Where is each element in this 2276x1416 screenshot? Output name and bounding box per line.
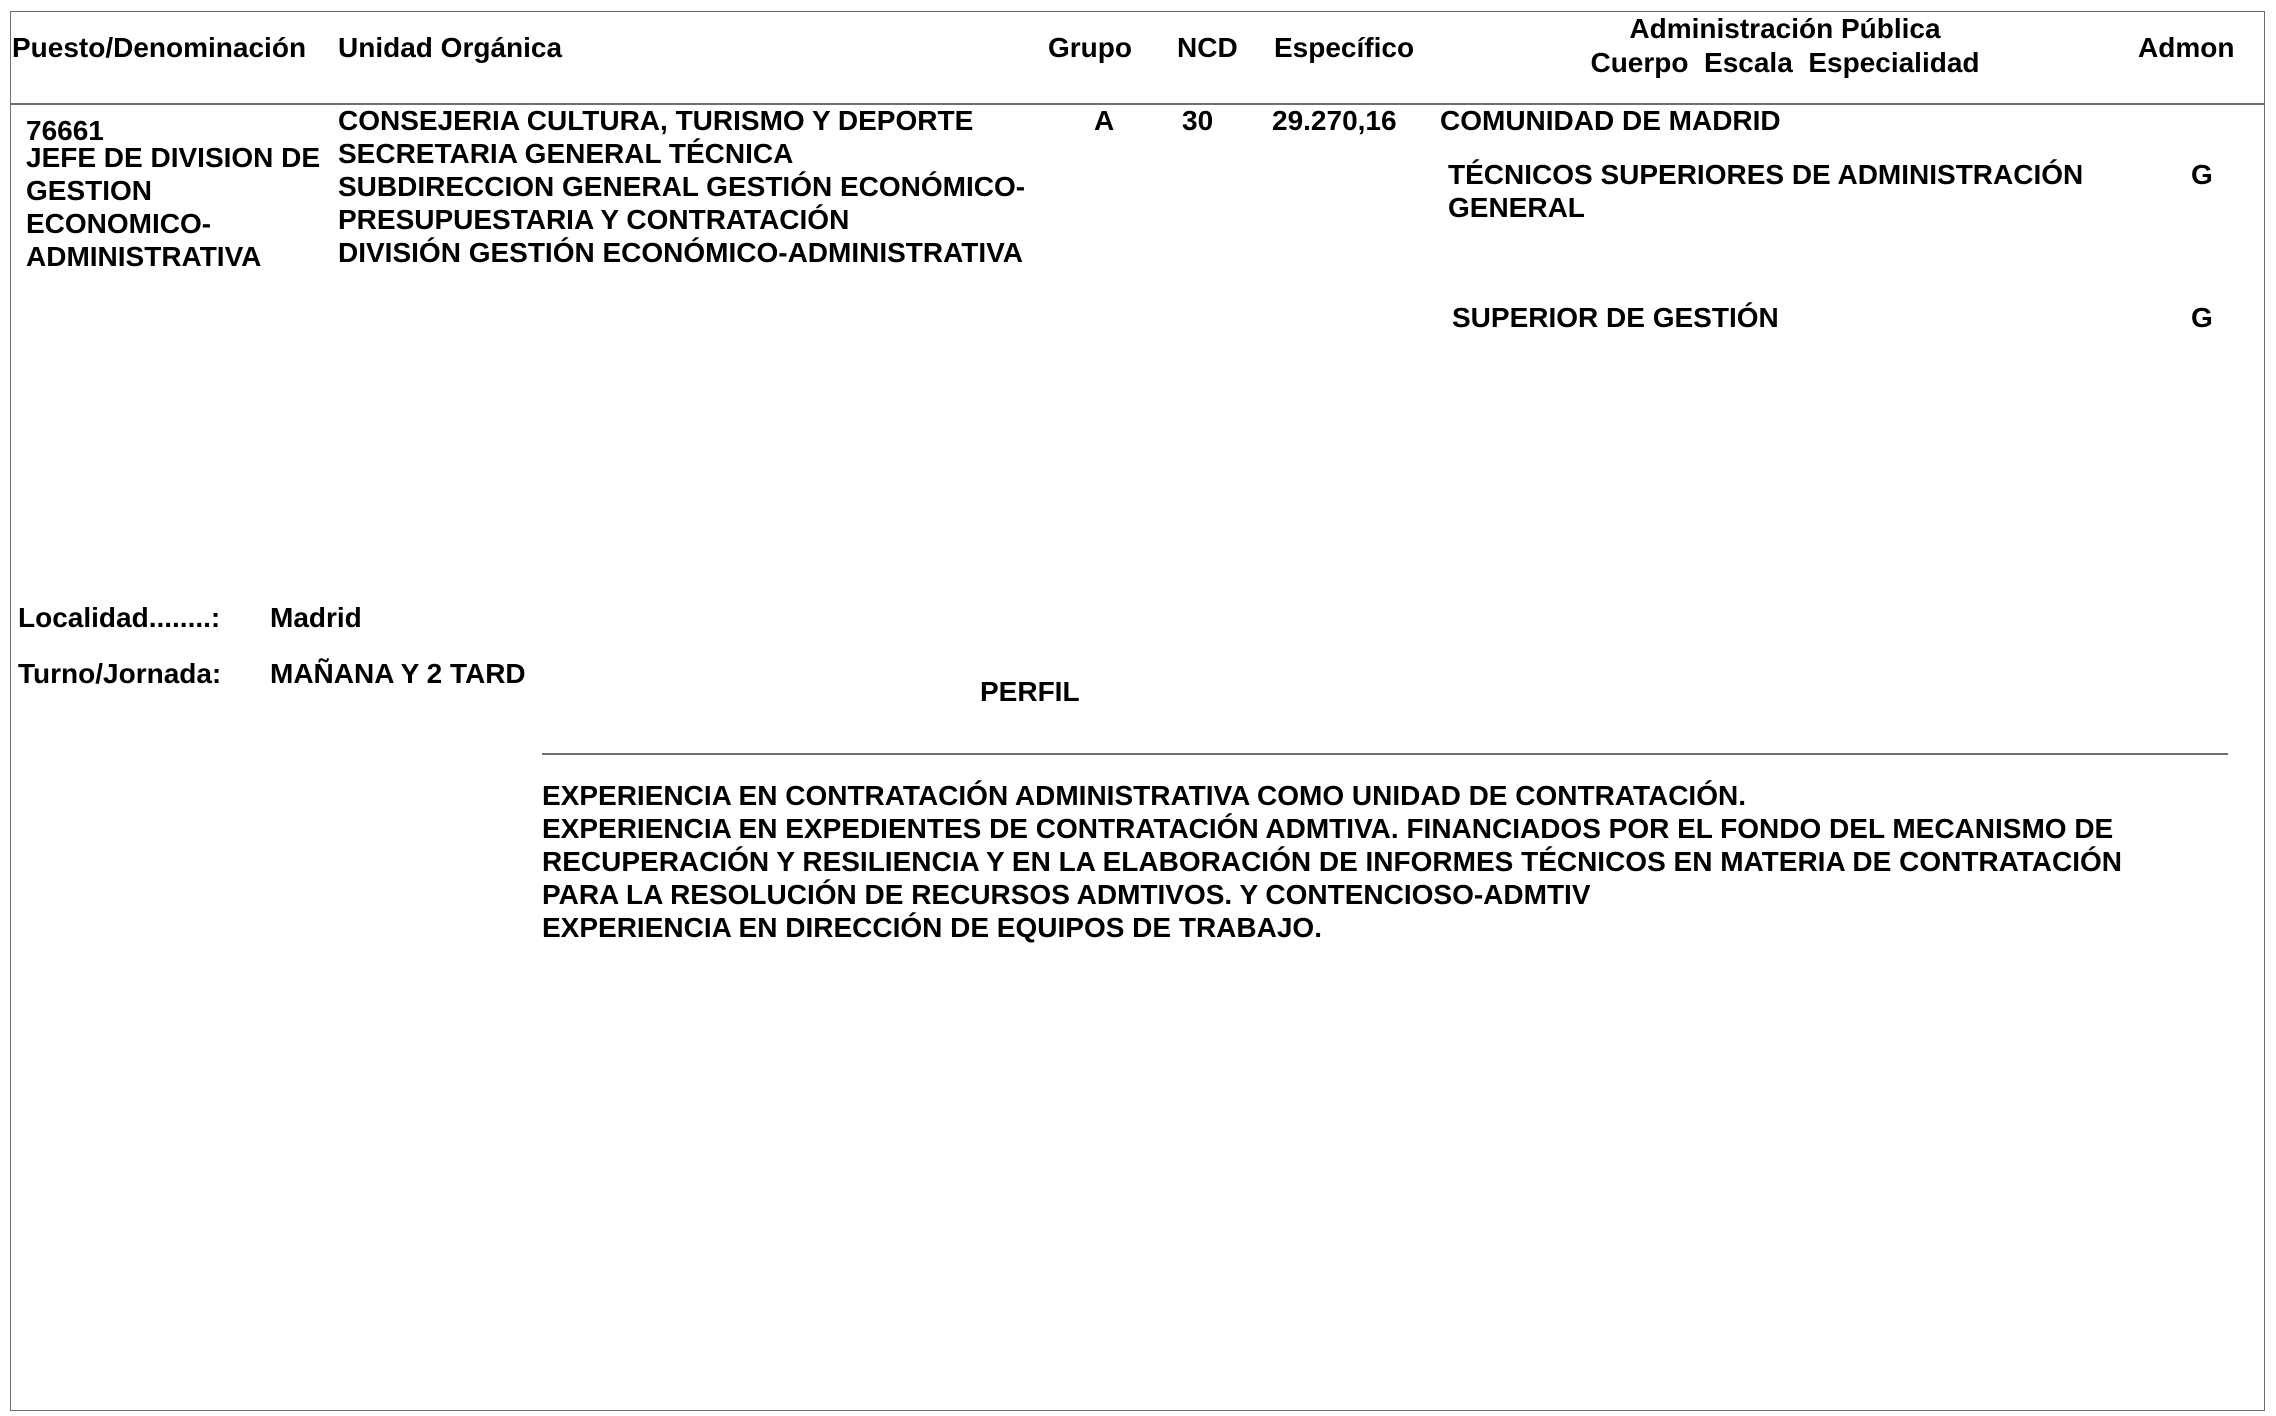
localidad-label: Localidad........: (18, 602, 221, 633)
perfil-text (542, 779, 2122, 944)
denominacion-line: GESTION (26, 175, 153, 206)
turno-label: Turno/Jornada: (18, 658, 222, 689)
header-administracion-publica: Administración Pública (1629, 13, 1941, 44)
unidad-line: CONSEJERIA CULTURA, TURISMO Y DEPORTE (338, 105, 974, 136)
escala-value: SUPERIOR DE GESTIÓN (1452, 302, 1779, 333)
perfil-line: EXPERIENCIA EN CONTRATACIÓN ADMINISTRATIVA COMO UNIDAD DE CONTRATACIÓN. (542, 780, 1746, 811)
header-puesto: Puesto/Denominación (12, 32, 307, 63)
unidad-line: SUBDIRECCION GENERAL GESTIÓN ECONÓMICO- (338, 171, 1026, 202)
ncd-value: 30 (1182, 105, 1214, 136)
unidad-line: DIVISIÓN GESTIÓN ECONÓMICO-ADMINISTRATIVA (338, 237, 1023, 268)
cuerpo-line: GENERAL (1448, 192, 1585, 223)
escala-admon-value: G (2191, 302, 2213, 333)
puesto-denominacion (26, 141, 320, 273)
perfil-line: PARA LA RESOLUCIÓN DE RECURSOS ADMTIVOS. Y CONTENCIOSO-ADMTIV (542, 879, 1591, 910)
header-cuerpo-escala: Cuerpo Escala Especialidad (1590, 47, 1980, 78)
perfil-line: EXPERIENCIA EN DIRECCIÓN DE EQUIPOS DE TRABAJO. (542, 912, 1322, 943)
turno-value: MAÑANA Y 2 TARD (270, 658, 526, 689)
cuerpo-value (1448, 158, 2083, 224)
perfil-line: RECUPERACIÓN Y RESILIENCIA Y EN LA ELABORACIÓN DE INFORMES TÉCNICOS EN MATERIA DE CONTRATACIÓN (542, 846, 2123, 877)
denominacion-line: ADMINISTRATIVA (26, 241, 262, 272)
header-unidad: Unidad Orgánica (338, 32, 563, 63)
denominacion-line: ECONOMICO- (26, 208, 212, 239)
cuerpo-line: TÉCNICOS SUPERIORES DE ADMINISTRACIÓN (1448, 159, 2084, 190)
header-especifico: Específico (1274, 32, 1415, 63)
localidad-value: Madrid (270, 602, 362, 633)
perfil-line: EXPERIENCIA EN EXPEDIENTES DE CONTRATACIÓN ADMTIVA. FINANCIADOS POR EL FONDO DEL MECANISMO DE (542, 813, 2114, 844)
puesto-codigo: 76661 (26, 115, 104, 146)
denominacion-line: JEFE DE DIVISION DE (26, 142, 321, 173)
administracion-value: COMUNIDAD DE MADRID (1440, 105, 1781, 136)
perfil-title: PERFIL (980, 676, 1080, 707)
grupo-value: A (1094, 105, 1115, 136)
especifico-value: 29.270,16 (1272, 105, 1397, 136)
header-grupo: Grupo (1048, 32, 1132, 63)
header-admon: Admon (2138, 32, 2235, 63)
perfil-divider (542, 753, 2228, 755)
cuerpo-admon-value: G (2191, 159, 2213, 190)
unidad-line: PRESUPUESTARIA Y CONTRATACIÓN (338, 204, 850, 235)
unidad-organica (338, 104, 1025, 269)
unidad-line: SECRETARIA GENERAL TÉCNICA (338, 138, 794, 169)
header-ncd: NCD (1177, 32, 1238, 63)
